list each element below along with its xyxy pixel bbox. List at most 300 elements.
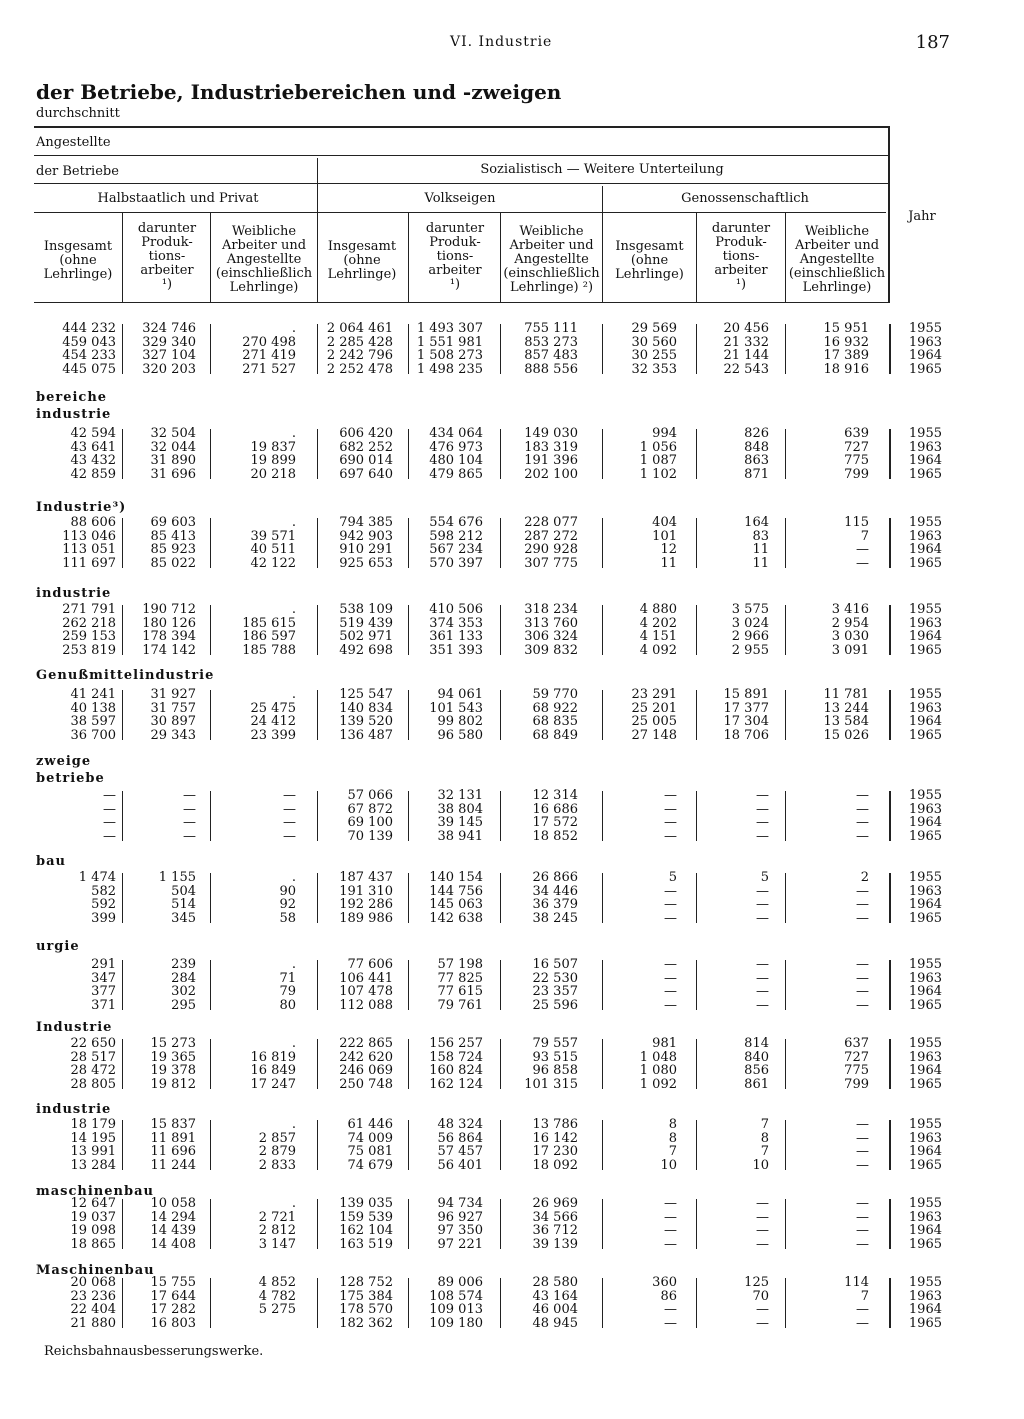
year-divider: [889, 1199, 891, 1249]
column-divider: [696, 429, 697, 479]
table-cell: 4 151: [639, 629, 677, 644]
table-cell: 11 891: [150, 1130, 196, 1146]
table-cell: 871: [744, 466, 769, 482]
table-cell: 160 824: [429, 1063, 483, 1078]
column-divider: [785, 1039, 786, 1089]
table-cell: 682 252: [339, 439, 393, 455]
table-cell: 404: [652, 515, 677, 530]
table-cell: —: [283, 801, 296, 817]
table-cell: —: [856, 997, 869, 1013]
table-cell: 23 291: [631, 687, 677, 702]
group-label: urgie: [36, 939, 80, 954]
table-cell: 287 272: [524, 528, 578, 544]
table-cell: 96 927: [437, 1209, 483, 1225]
column-divider: [408, 1120, 409, 1170]
table-cell: 191 310: [339, 883, 393, 899]
column-divider: [785, 960, 786, 1010]
column-divider: [122, 518, 123, 568]
column-divider: [696, 1120, 697, 1170]
column-divider: [317, 1199, 318, 1249]
table-cell: 302: [171, 984, 196, 999]
column-divider: [785, 690, 786, 740]
column-divider: [602, 605, 603, 655]
year-cell: 1965: [908, 1076, 942, 1092]
table-cell: 444 232: [62, 321, 116, 336]
year-cell: 1965: [908, 642, 942, 658]
table-cell: 888 556: [524, 361, 578, 377]
table-cell: —: [856, 1117, 869, 1132]
column-divider: [408, 690, 409, 740]
table-cell: 42 594: [70, 426, 116, 441]
table-cell: —: [756, 883, 769, 899]
table-cell: 42 122: [250, 555, 296, 571]
table-cell: 598 212: [429, 528, 483, 544]
table-cell: 79 557: [532, 1036, 578, 1051]
table-cell: 567 234: [429, 542, 483, 557]
table-cell: 284: [171, 970, 196, 986]
column-divider: [696, 1039, 697, 1089]
table-cell: 21 144: [723, 348, 769, 363]
table-cell: 856: [744, 1063, 769, 1078]
table-cell: 16 932: [823, 334, 869, 350]
table-cell: 5: [668, 870, 677, 885]
table-cell: 861: [744, 1076, 769, 1092]
column-divider: [500, 791, 501, 841]
column-divider: [122, 1199, 123, 1249]
table-cell: 16 803: [150, 1315, 196, 1331]
header-rule: [34, 212, 886, 213]
table-cell: 30 560: [631, 334, 677, 350]
table-cell: 1 155: [158, 870, 196, 885]
table-cell: —: [103, 815, 116, 830]
year-cell: 1955: [908, 426, 942, 441]
table-cell: 371: [91, 997, 116, 1013]
table-cell: .: [291, 602, 296, 617]
table-cell: 113 051: [62, 542, 116, 557]
table-cell: 21 332: [723, 334, 769, 350]
table-cell: 43 641: [70, 439, 116, 455]
table-cell: —: [756, 815, 769, 830]
table-cell: 34 566: [532, 1209, 578, 1225]
column-divider: [602, 690, 603, 740]
year-cell: 1963: [908, 883, 942, 899]
table-cell: 20 068: [70, 1275, 116, 1290]
table-cell: 19 378: [150, 1063, 196, 1078]
table-cell: 109 180: [429, 1315, 483, 1331]
table-cell: 162 124: [429, 1076, 483, 1092]
table-cell: —: [756, 801, 769, 817]
table-cell: 17 304: [723, 714, 769, 729]
table-cell: 3 030: [831, 629, 869, 644]
group-label: bau: [36, 854, 66, 869]
table-cell: 85 022: [150, 555, 196, 571]
table-cell: 799: [844, 1076, 869, 1092]
table-cell: 291: [91, 957, 116, 972]
header-sozialistisch: Sozialistisch — Weitere Unterteilung: [480, 162, 724, 177]
table-cell: 313 760: [524, 615, 578, 631]
table-cell: —: [283, 815, 296, 830]
column-divider: [210, 518, 211, 568]
column-divider: [408, 324, 409, 374]
table-cell: —: [756, 1236, 769, 1252]
table-cell: 38 245: [532, 910, 578, 926]
column-divider: [408, 518, 409, 568]
table-cell: —: [856, 1130, 869, 1146]
table-cell: 56 401: [437, 1157, 483, 1173]
column-divider: [500, 1278, 501, 1328]
table-cell: —: [856, 555, 869, 571]
table-cell: 32 353: [631, 361, 677, 377]
table-cell: 189 986: [339, 910, 393, 926]
table-cell: 77 825: [437, 970, 483, 986]
header-volkseigen: Volkseigen: [424, 191, 496, 206]
table-cell: 320 203: [142, 361, 196, 377]
table-cell: 399: [91, 910, 116, 926]
table-cell: —: [664, 1236, 677, 1252]
table-cell: 42 859: [70, 466, 116, 482]
table-cell: .: [291, 957, 296, 972]
column-divider: [317, 605, 318, 655]
table-cell: 271 527: [242, 361, 296, 377]
table-cell: 36 700: [70, 727, 116, 743]
column-divider: [602, 873, 603, 923]
table-cell: 74 679: [347, 1157, 393, 1173]
column-divider: [500, 1199, 501, 1249]
table-cell: 96 580: [437, 727, 483, 743]
table-cell: 69 100: [347, 815, 393, 830]
table-cell: 163 519: [339, 1236, 393, 1252]
column-divider: [210, 791, 211, 841]
table-cell: 190 712: [142, 602, 196, 617]
table-cell: 96 858: [532, 1063, 578, 1078]
table-cell: 1 498 235: [416, 361, 483, 377]
page-number: 187: [915, 32, 950, 53]
header-der-betriebe: der Betriebe: [36, 164, 119, 179]
table-cell: 74 009: [347, 1130, 393, 1146]
table-cell: 101 315: [524, 1076, 578, 1092]
year-cell: 1965: [908, 1157, 942, 1173]
table-cell: 38 597: [70, 714, 116, 729]
table-cell: 18 179: [70, 1117, 116, 1132]
table-cell: 826: [744, 426, 769, 441]
table-cell: 89 006: [437, 1275, 483, 1290]
table-cell: 479 865: [429, 466, 483, 482]
table-cell: 56 864: [437, 1130, 483, 1146]
table-cell: —: [856, 801, 869, 817]
column-divider: [602, 791, 603, 841]
column-divider: [602, 518, 603, 568]
table-cell: —: [103, 788, 116, 803]
table-cell: 30 897: [150, 714, 196, 729]
table-cell: —: [756, 957, 769, 972]
group-label: Industrie³): [36, 500, 127, 515]
table-cell: 28 517: [70, 1049, 116, 1065]
table-cell: 32 044: [150, 439, 196, 455]
table-cell: 377: [91, 984, 116, 999]
table-cell: 775: [844, 453, 869, 468]
table-cell: 445 075: [62, 361, 116, 377]
table-cell: 727: [844, 1049, 869, 1065]
table-cell: 4 880: [639, 602, 677, 617]
header-angestellte: Angestellte: [36, 135, 111, 150]
table-cell: —: [664, 801, 677, 817]
year-cell: 1964: [908, 348, 942, 363]
year-cell: 1964: [908, 1144, 942, 1159]
table-cell: 7: [860, 1288, 869, 1304]
table-cell: 139 520: [339, 714, 393, 729]
table-cell: 16 849: [250, 1063, 296, 1078]
table-cell: 17 377: [723, 700, 769, 716]
column-divider: [500, 873, 501, 923]
table-cell: 848: [744, 439, 769, 455]
table-cell: —: [756, 910, 769, 926]
table-cell: 85 413: [150, 528, 196, 544]
table-cell: 14 439: [150, 1223, 196, 1238]
table-cell: 11 696: [150, 1144, 196, 1159]
table-cell: 2: [860, 870, 869, 885]
header-c2: darunter Produk- tions- arbeiter ¹): [137, 221, 197, 292]
table-cell: 29 343: [150, 727, 196, 743]
table-cell: 492 698: [339, 642, 393, 658]
table-cell: 639: [844, 426, 869, 441]
table-cell: 31 696: [150, 466, 196, 482]
table-cell: 99 802: [437, 714, 483, 729]
table-cell: 2 812: [258, 1223, 296, 1238]
table-cell: 504: [171, 883, 196, 899]
table-cell: 48 324: [437, 1117, 483, 1132]
table-cell: —: [283, 828, 296, 844]
table-cell: 23 357: [532, 984, 578, 999]
header-c3: Weibliche Arbeiter und Angestellte (einschließlich Lehrlinge): [215, 224, 313, 295]
table-cell: 519 439: [339, 615, 393, 631]
table-cell: —: [283, 788, 296, 803]
table-cell: —: [856, 815, 869, 830]
column-divider: [785, 873, 786, 923]
header-rule-top: [34, 126, 890, 128]
column-divider: [408, 791, 409, 841]
column-divider: [210, 429, 211, 479]
table-cell: 361 133: [429, 629, 483, 644]
year-cell: 1964: [908, 815, 942, 830]
header-divider: [888, 126, 890, 302]
year-cell: 1965: [908, 910, 942, 926]
footnote: Reichsbahnausbesserungswerke.: [44, 1344, 264, 1359]
table-cell: 83: [752, 528, 769, 544]
column-divider: [500, 960, 501, 1010]
table-cell: —: [103, 828, 116, 844]
table-cell: 228 077: [524, 515, 578, 530]
table-cell: 250 748: [339, 1076, 393, 1092]
table-cell: —: [103, 801, 116, 817]
year-divider: [889, 791, 891, 841]
column-divider: [500, 324, 501, 374]
group-label: industrie: [36, 1102, 112, 1117]
table-cell: 106 441: [339, 970, 393, 986]
column-divider: [408, 1039, 409, 1089]
table-cell: 1 056: [639, 439, 677, 455]
table-cell: 270 498: [242, 334, 296, 350]
table-cell: 180 126: [142, 615, 196, 631]
column-divider: [122, 1039, 123, 1089]
year-cell: 1965: [908, 727, 942, 743]
table-cell: 29 569: [631, 321, 677, 336]
year-cell: 1965: [908, 555, 942, 571]
table-cell: 187 437: [339, 870, 393, 885]
table-cell: 13 244: [823, 700, 869, 716]
table-cell: 59 770: [532, 687, 578, 702]
header-c9: Weibliche Arbeiter und Angestellte (einschließlich Lehrlinge): [788, 224, 886, 295]
table-cell: 31 757: [150, 700, 196, 716]
table-cell: —: [664, 1302, 677, 1317]
table-cell: 7: [668, 1144, 677, 1159]
table-cell: —: [664, 970, 677, 986]
column-divider: [785, 324, 786, 374]
table-cell: 19 837: [250, 439, 296, 455]
table-cell: 140 834: [339, 700, 393, 716]
year-cell: 1965: [908, 828, 942, 844]
year-cell: 1963: [908, 528, 942, 544]
table-cell: 15 891: [723, 687, 769, 702]
table-cell: 2 721: [258, 1209, 296, 1225]
column-divider: [785, 1120, 786, 1170]
table-cell: 253 819: [62, 642, 116, 658]
column-divider: [317, 1120, 318, 1170]
table-cell: .: [291, 321, 296, 336]
table-cell: 111 697: [62, 555, 116, 571]
table-cell: —: [756, 984, 769, 999]
header-c1: Insgesamt (ohne Lehrlinge): [43, 239, 113, 282]
year-cell: 1965: [908, 997, 942, 1013]
year-cell: 1964: [908, 714, 942, 729]
table-cell: —: [756, 1315, 769, 1331]
table-cell: —: [856, 910, 869, 926]
table-cell: 606 420: [339, 426, 393, 441]
table-cell: —: [856, 1315, 869, 1331]
table-cell: —: [664, 788, 677, 803]
table-cell: 20 456: [723, 321, 769, 336]
group-label: zweige betriebe: [36, 754, 105, 786]
table-cell: 3 147: [258, 1236, 296, 1252]
table-cell: 57 198: [437, 957, 483, 972]
year-cell: 1964: [908, 1223, 942, 1238]
table-cell: —: [856, 1144, 869, 1159]
table-cell: 17 282: [150, 1302, 196, 1317]
table-cell: 25 596: [532, 997, 578, 1013]
table-cell: 164: [744, 515, 769, 530]
column-divider: [696, 690, 697, 740]
year-divider: [889, 1039, 891, 1089]
group-label: bereiche industrie: [36, 390, 112, 422]
table-cell: —: [664, 957, 677, 972]
header-divider: [122, 212, 123, 302]
table-cell: 48 945: [532, 1315, 578, 1331]
column-divider: [317, 324, 318, 374]
column-divider: [696, 605, 697, 655]
column-divider: [210, 1120, 211, 1170]
table-cell: 592: [91, 897, 116, 912]
column-divider: [696, 1199, 697, 1249]
column-divider: [500, 605, 501, 655]
column-divider: [317, 1039, 318, 1089]
year-cell: 1964: [908, 629, 942, 644]
table-cell: 32 504: [150, 426, 196, 441]
table-cell: —: [856, 1236, 869, 1252]
table-cell: —: [856, 970, 869, 986]
table-cell: 7: [760, 1144, 769, 1159]
group-label: Genußmittelindustrie: [36, 668, 215, 683]
table-cell: 39 139: [532, 1236, 578, 1252]
table-cell: 434 064: [429, 426, 483, 441]
table-cell: 327 104: [142, 348, 196, 363]
year-divider: [889, 960, 891, 1010]
table-cell: 85 923: [150, 542, 196, 557]
column-divider: [317, 690, 318, 740]
column-divider: [317, 429, 318, 479]
table-cell: 28 805: [70, 1076, 116, 1092]
table-cell: 17 644: [150, 1288, 196, 1304]
table-cell: 144 756: [429, 883, 483, 899]
column-divider: [602, 1039, 603, 1089]
table-cell: 115: [844, 515, 869, 530]
table-cell: 36 379: [532, 897, 578, 912]
table-cell: —: [183, 788, 196, 803]
table-cell: —: [756, 997, 769, 1013]
table-cell: 38 941: [437, 828, 483, 844]
table-cell: 1 048: [639, 1049, 677, 1065]
table-cell: —: [756, 828, 769, 844]
year-divider: [889, 690, 891, 740]
table-cell: 79 761: [437, 997, 483, 1013]
table-cell: 75 081: [347, 1144, 393, 1159]
table-cell: 109 013: [429, 1302, 483, 1317]
table-cell: 246 069: [339, 1063, 393, 1078]
table-cell: 12 314: [532, 788, 578, 803]
table-cell: 11 244: [150, 1157, 196, 1173]
table-cell: 43 164: [532, 1288, 578, 1304]
table-cell: 159 539: [339, 1209, 393, 1225]
table-cell: 125: [744, 1275, 769, 1290]
table-cell: 79: [279, 984, 296, 999]
table-cell: 374 353: [429, 615, 483, 631]
year-cell: 1965: [908, 1236, 942, 1252]
table-cell: 140 154: [429, 870, 483, 885]
year-cell: 1963: [908, 801, 942, 817]
table-cell: 1 493 307: [416, 321, 483, 336]
table-cell: 182 362: [339, 1315, 393, 1331]
table-cell: 113 046: [62, 528, 116, 544]
header-divider: [408, 212, 409, 302]
table-cell: 637: [844, 1036, 869, 1051]
table-cell: 90: [279, 883, 296, 899]
table-cell: 1 102: [639, 466, 677, 482]
table-cell: 69 603: [150, 515, 196, 530]
column-divider: [210, 690, 211, 740]
table-cell: 24 412: [250, 714, 296, 729]
table-cell: 22 530: [532, 970, 578, 986]
table-cell: .: [291, 426, 296, 441]
column-divider: [122, 873, 123, 923]
column-divider: [408, 1199, 409, 1249]
table-cell: 68 835: [532, 714, 578, 729]
year-cell: 1955: [908, 788, 942, 803]
table-cell: 25 475: [250, 700, 296, 716]
column-divider: [602, 324, 603, 374]
year-cell: 1963: [908, 1288, 942, 1304]
table-cell: 68 849: [532, 727, 578, 743]
year-cell: 1963: [908, 1049, 942, 1065]
column-divider: [122, 324, 123, 374]
year-cell: 1955: [908, 1117, 942, 1132]
